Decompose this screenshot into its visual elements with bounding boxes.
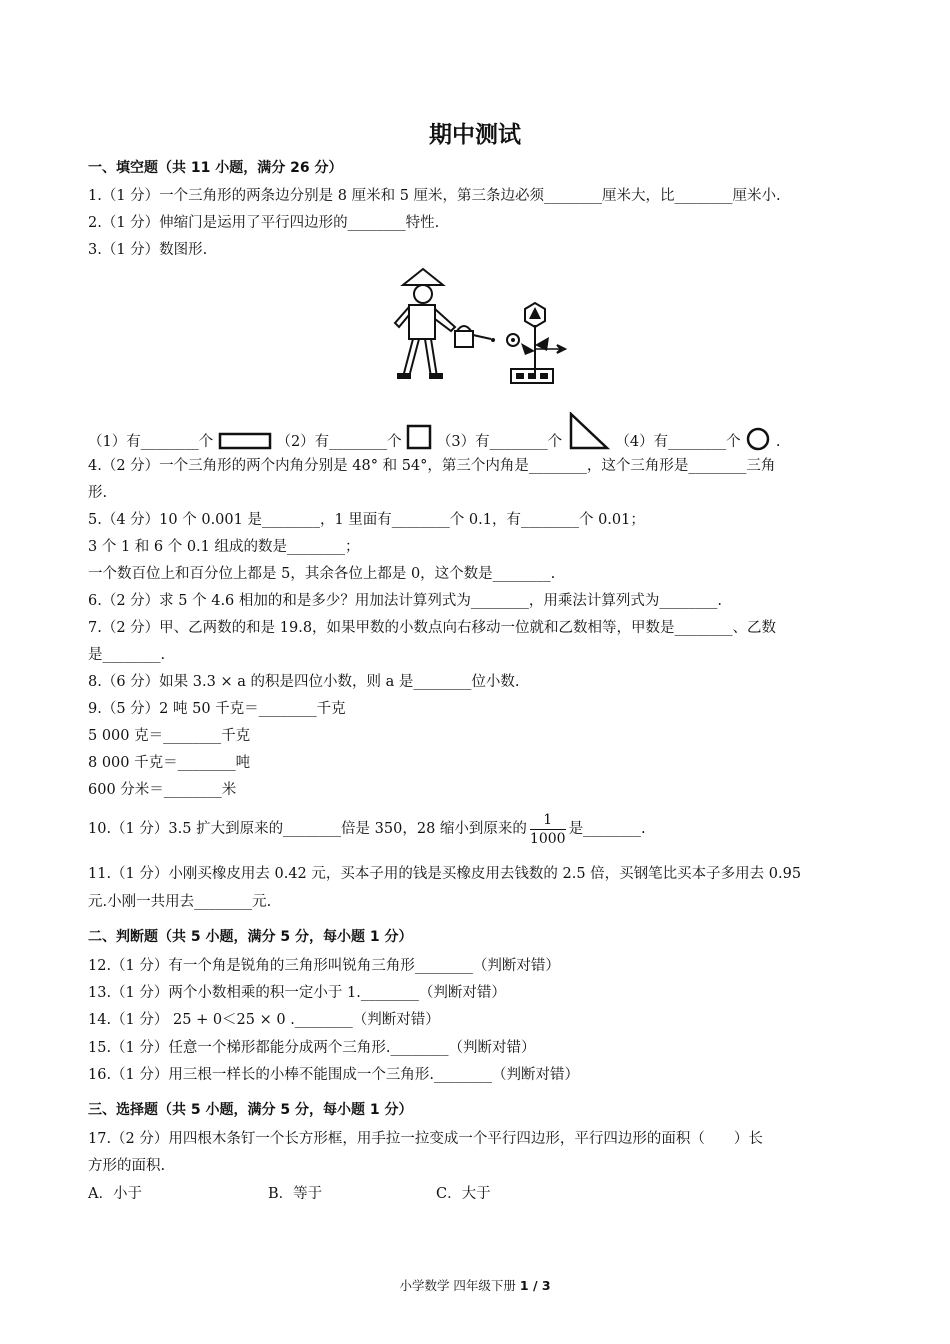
question-8: 8.（6 分）如果 3.3 × a 的积是四位小数，则 a 是________位小数. [88, 674, 520, 690]
triangle-shape-icon [567, 412, 611, 452]
question-3-answers [88, 412, 781, 450]
question-10 [88, 809, 646, 849]
question-16: 16.（1 分）用三根一样长的小棒不能围成一个三角形.________（判断对错） [88, 1067, 580, 1083]
body-rectangle-icon [409, 305, 435, 339]
question-14: 14.（1 分） 25 + 0＜25 × 0 .________（判断对错） [88, 1012, 440, 1028]
question-17-options [88, 1184, 491, 1204]
q3-answer-2: （2）有________个 [276, 434, 402, 450]
question-7: 7.（2 分）甲、乙两数的和是 19.8，如果甲数的小数点向右移动一位就和乙数相等，甲数是________、乙数 [88, 620, 777, 636]
circle-shape-icon [745, 426, 771, 452]
rectangle-shape-icon [218, 430, 272, 452]
question-3: 3.（1 分）数图形. [88, 242, 208, 258]
fraction-numerator: 1 [530, 811, 566, 830]
q10-text-a: 10.（1 分）3.5 扩大到原来的________倍是 350，28 缩小到原来的 [88, 821, 527, 837]
head-circle-icon [414, 285, 432, 303]
section-heading-judge: 二、判断题（共 5 小题，满分 5 分，每小题 1 分） [88, 929, 413, 945]
question-2: 2.（1 分）伸缩门是运用了平行四边形的________特性. [88, 215, 440, 231]
page-footer [0, 1276, 950, 1294]
option-a: A．小于 [88, 1186, 142, 1202]
option-c: C．大于 [436, 1186, 491, 1202]
footer-text: 小学数学 四年级下册 [399, 1278, 520, 1293]
question-4-cont: 形. [88, 485, 108, 501]
question-15: 15.（1 分）任意一个梯形都能分成两个三角形.________（判断对错） [88, 1040, 536, 1056]
question-11: 11.（1 分）小刚买橡皮用去 0.42 元，买本子用的钱是买橡皮用去钱数的 2.5 倍，买钢笔比买本子多用去 0.95 [88, 866, 802, 882]
question-9-part2: 5 000 克＝________千克 [88, 728, 251, 744]
question-5-part3: 一个数百位上和百分位上都是 5，其余各位上都是 0，这个数是________. [88, 566, 556, 582]
section-heading-fill: 一、填空题（共 11 小题，满分 26 分） [88, 160, 343, 176]
question-11-cont: 元.小刚一共用去________元. [88, 894, 272, 910]
watering-can-icon [455, 331, 473, 347]
question-5-part2: 3 个 1 和 6 个 0.1 组成的数是________； [88, 539, 360, 555]
question-9: 9.（5 分）2 吨 50 千克＝________千克 [88, 701, 346, 717]
question-7-cont: 是________. [88, 647, 166, 663]
q10-fraction [530, 811, 566, 848]
square-shape-icon [406, 424, 432, 452]
q3-end: . [775, 434, 781, 450]
question-9-part4: 600 分米＝________米 [88, 782, 237, 798]
q3-answer-4: （4）有________个 [615, 434, 741, 450]
page-number: 1 / 3 [519, 1278, 551, 1293]
option-b: B．等于 [268, 1186, 323, 1202]
question-13: 13.（1 分）两个小数相乘的积一定小于 1.________（判断对错） [88, 985, 506, 1001]
q3-answer-1: （1）有________个 [88, 434, 214, 450]
question-1: 1.（1 分）一个三角形的两条边分别是 8 厘米和 5 厘米，第三条边必须________厘米大，比________厘米小. [88, 188, 781, 204]
question-9-part3: 8 000 千克＝________吨 [88, 755, 251, 771]
question-6: 6.（2 分）求 5 个 4.6 相加的和是多少？用加法计算列式为________，用乘法计算列式为________. [88, 593, 722, 609]
gardener-figure [385, 265, 585, 390]
question-17: 17.（2 分）用四根木条钉一个长方形框，用手拉一拉变成一个平行四边形，平行四边形的面积（ ）长 [88, 1131, 763, 1147]
section-heading-choice: 三、选择题（共 5 小题，满分 5 分，每小题 1 分） [88, 1102, 413, 1118]
question-17-cont: 方形的面积. [88, 1158, 166, 1174]
q3-answer-3: （3）有________个 [436, 434, 563, 450]
page-title: 期中测试 [429, 122, 521, 148]
fraction-denominator: 1000 [529, 830, 566, 847]
hat-triangle-icon [403, 269, 443, 285]
question-5: 5.（4 分）10 个 0.001 是________，1 里面有________个 0.1，有________个 0.01； [88, 512, 645, 528]
q10-text-b: 是________. [568, 821, 646, 837]
question-12: 12.（1 分）有一个角是锐角的三角形叫锐角三角形________（判断对错） [88, 958, 560, 974]
question-4: 4.（2 分）一个三角形的两个内角分别是 48° 和 54°，第三个内角是________，这个三角形是________三角 [88, 458, 776, 474]
